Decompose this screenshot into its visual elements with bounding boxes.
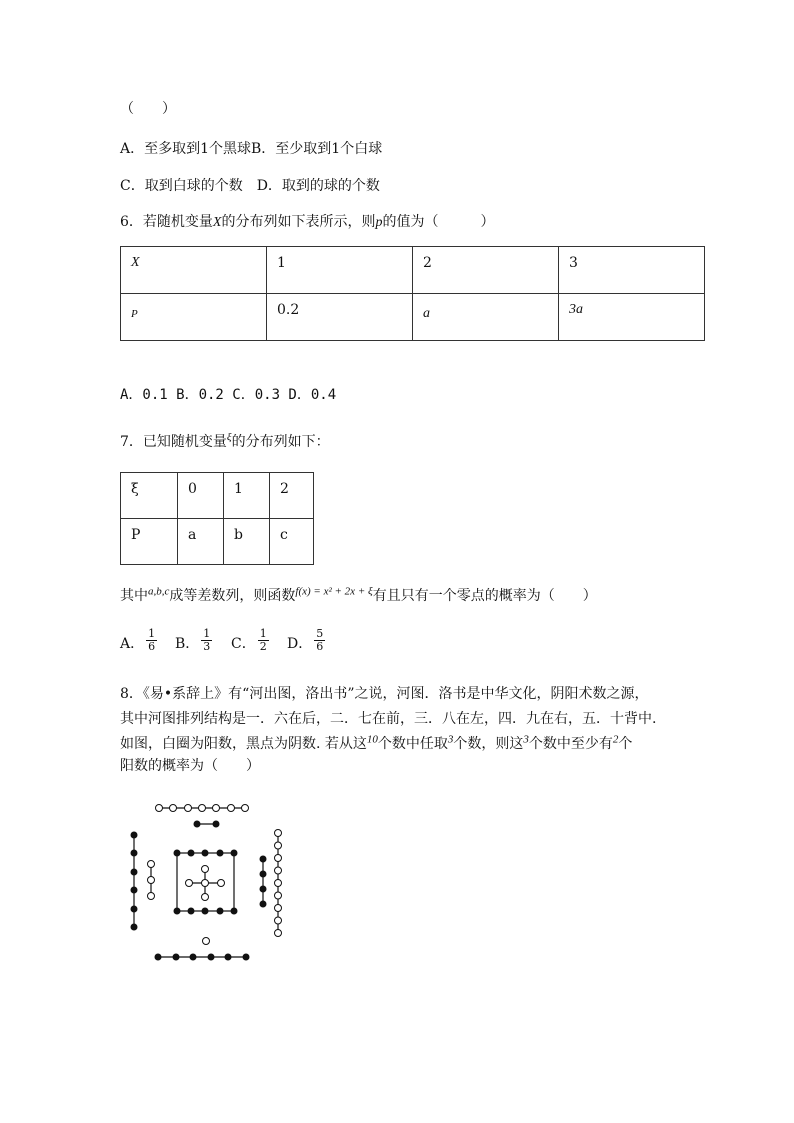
option-label: B． [175, 636, 200, 652]
table-cell: 1 [224, 473, 270, 519]
q6-suffix: 的值为（ ） [382, 214, 495, 230]
q8-line4: 阳数的概率为（ ） [120, 758, 260, 774]
q7-condition [120, 585, 597, 605]
q5-options-cd: C．取到白球的个数 D．取到的球的个数 [120, 178, 380, 194]
q7-prefix: 7．已知随机变量 [120, 434, 227, 450]
q6-prefix: 6．若随机变量 [120, 214, 213, 230]
q8-line2: 其中河图排列结构是一．六在后，二．七在前，三．八在左，四．九在右，五．十背中. [120, 711, 657, 727]
q7-stem [120, 431, 330, 451]
fraction [201, 628, 212, 653]
text-span: 个数中至少有 [528, 736, 613, 752]
table-row [121, 519, 314, 565]
number: 10 [366, 733, 378, 746]
table-cell: a [413, 294, 559, 341]
table-row [121, 473, 314, 519]
q7-line2-suf: 有且只有一个零点的概率为（ ） [372, 588, 597, 604]
q5-options-ab: A．至多取到1个黑球B．至少取到1个白球 [120, 141, 383, 157]
q6-middle: 的分布列如下表所示，则 [221, 214, 376, 230]
fraction [314, 628, 325, 653]
q7-table [120, 472, 314, 565]
table-cell: c [270, 519, 314, 565]
q7-func: f(x) = x² + 2x + ξ [295, 585, 373, 598]
q5-paren: （ ） [120, 101, 176, 117]
text-span: 个 [618, 736, 633, 752]
fraction [146, 628, 157, 653]
q7-abc: a,b,c [148, 585, 170, 598]
text-span: 个数，则这 [453, 736, 524, 752]
q6-options: A．0.1 B．0.2 C．0.3 D．0.4 [120, 387, 337, 403]
denominator: 3 [203, 640, 211, 653]
q6-table [120, 246, 705, 341]
fraction [258, 628, 269, 653]
q6-p: p [375, 215, 383, 230]
q6-var: X [212, 215, 222, 230]
q6-stem [120, 211, 494, 231]
text-span: 如图，白圈为阳数，黑点为阴数. 若从这 [120, 736, 367, 752]
q7-option-a [120, 628, 159, 653]
table-cell: 1 [267, 247, 413, 294]
number: 2 [612, 733, 619, 746]
numerator: 1 [148, 627, 156, 640]
q7-line2-pre: 其中 [120, 588, 148, 604]
q7-option-c [231, 628, 271, 653]
option-label: A． [120, 636, 145, 652]
table-cell: ξ [121, 473, 178, 519]
table-cell: 3a [559, 294, 705, 341]
q7-suffix: 的分布列如下： [231, 434, 330, 450]
denominator: 6 [148, 640, 156, 653]
table-row [121, 247, 705, 294]
option-label: D． [287, 636, 313, 652]
table-row [121, 294, 705, 341]
q8-line1: 8．《易•系辞上》有“河出图，洛出书”之说，河图．洛书是中华文化，阴阳术数之源， [120, 686, 649, 702]
denominator: 6 [316, 640, 324, 653]
numerator: 1 [259, 627, 267, 640]
denominator: 2 [259, 640, 267, 653]
table-cell: 3 [559, 247, 705, 294]
table-cell: P [121, 519, 178, 565]
table-cell: P [121, 294, 267, 341]
numerator: 1 [203, 627, 211, 640]
q7-option-d [287, 628, 327, 653]
text-span: 个数中任取 [377, 736, 448, 752]
number: 3 [523, 733, 529, 746]
table-cell: b [224, 519, 270, 565]
hetu-diagram [120, 795, 300, 970]
number: 3 [447, 733, 454, 746]
table-cell: 2 [413, 247, 559, 294]
q7-line2-mid: 成等差数列，则函数 [169, 588, 296, 604]
table-cell: 0.2 [267, 294, 413, 341]
numerator: 5 [316, 627, 324, 640]
table-cell: 2 [270, 473, 314, 519]
table-cell: X [121, 247, 267, 294]
q8-line3 [120, 733, 632, 753]
table-cell: 0 [178, 473, 224, 519]
table-cell: a [178, 519, 224, 565]
q7-option-b [175, 628, 214, 653]
q7-var: ξ [226, 431, 232, 444]
option-label: C． [231, 636, 256, 652]
